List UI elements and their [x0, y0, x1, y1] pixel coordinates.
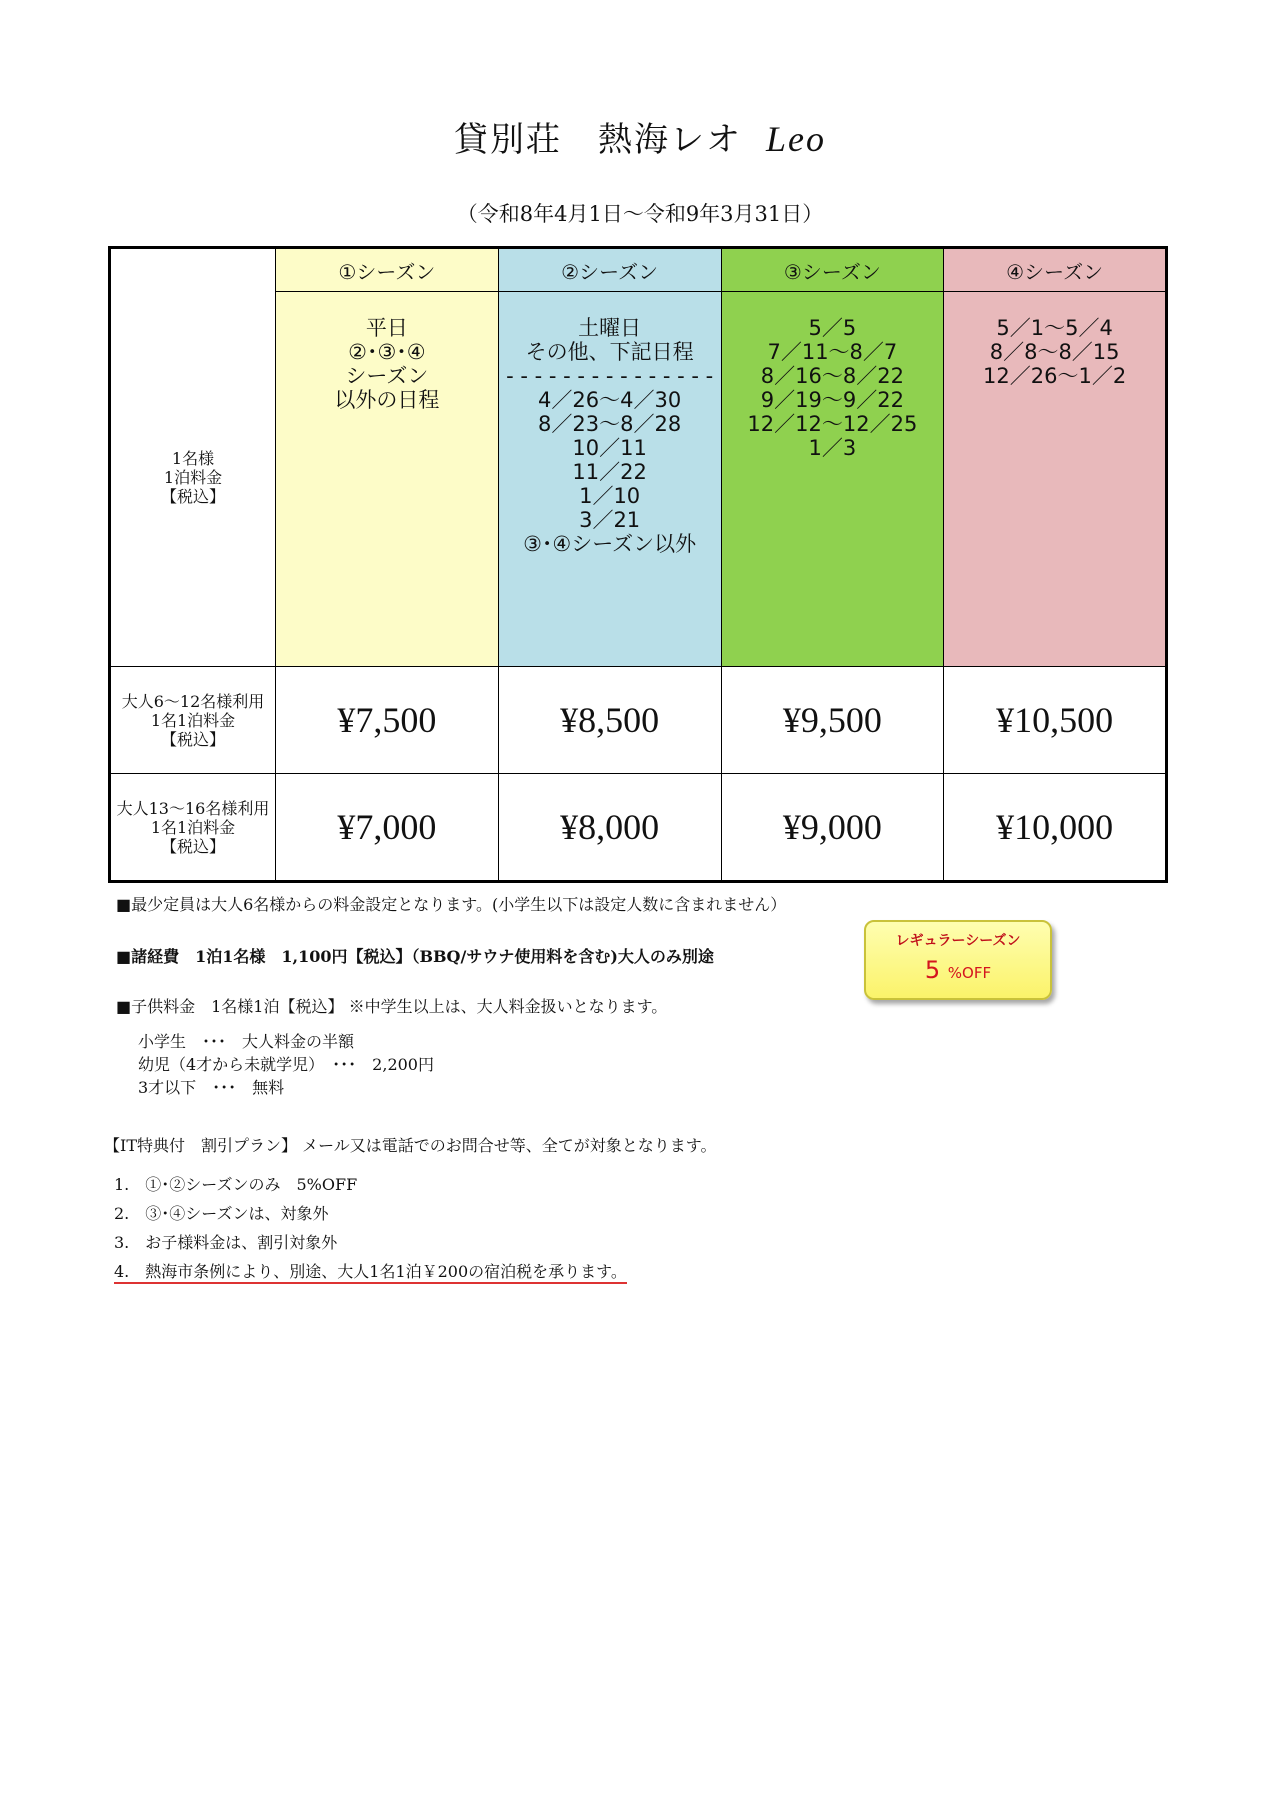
- row-label: 大人13～16名様利用 1名1泊料金 【税込】: [110, 774, 276, 882]
- badge-number: 5: [924, 956, 941, 984]
- child-price-list: [138, 1030, 434, 1099]
- row-label-per-person: 1名様 1泊料金 【税込】: [110, 248, 276, 667]
- badge-label: レギュラーシーズン: [895, 933, 1021, 949]
- price-cell: ¥9,000: [721, 774, 944, 882]
- season-header-4: ④シーズン: [944, 248, 1167, 292]
- price-cell: ¥8,000: [498, 774, 721, 882]
- page-title: [0, 112, 1280, 161]
- price-cell: ¥10,500: [944, 667, 1167, 774]
- validity-period: （令和8年4月1日～令和9年3月31日）: [456, 202, 824, 226]
- list-item: 小学生 ･･･ 大人料金の半額: [138, 1032, 355, 1051]
- table-row: [110, 667, 1167, 774]
- list-item: 3才以下 ･･･ 無料: [138, 1078, 285, 1097]
- note-child-heading: ■子供料金 1名様1泊【税込】 ※中学生以上は、大人料金扱いとなります。: [116, 997, 668, 1016]
- list-item: [114, 1257, 627, 1286]
- season-dates-2: 土曜日 その他、下記日程 - - - - - - - - - - - - - - - 4／26～4／30 8／23～8／28 10／11 11／22 1／10 3／21 ③･④シーズン以外: [498, 292, 721, 667]
- title-main: 貸別荘 熱海レオ: [454, 120, 742, 160]
- note-minimum: ■最少定員は大人6名様からの料金設定となります。(小学生以下は設定人数に含まれません）: [116, 895, 787, 914]
- season-dates-4: 5／1～5／4 8／8～8／15 12／26～1／2: [944, 292, 1167, 667]
- row-label: 大人6～12名様利用 1名1泊料金 【税込】: [110, 667, 276, 774]
- price-cell: ¥10,000: [944, 774, 1167, 882]
- season-header-2: ②シーズン: [498, 248, 721, 292]
- list-item: 1. ①･②シーズンのみ 5%OFF: [114, 1175, 358, 1194]
- price-cell: ¥9,500: [721, 667, 944, 774]
- season-dates-1: 平日 ②･③･④ シーズン 以外の日程: [276, 292, 499, 667]
- price-table: [108, 246, 1168, 883]
- season-header-1: ①シーズン: [276, 248, 499, 292]
- season-header-3: ③シーズン: [721, 248, 944, 292]
- title-brand: Leo: [766, 119, 826, 159]
- badge-unit: %OFF: [947, 964, 992, 982]
- table-row: [110, 774, 1167, 882]
- note-expenses: ■諸経費 1泊1名様 1,100円【税込】（BBQ/サウナ使用料を含む)大人のみ別途: [116, 947, 714, 966]
- season-dates-3: 5／5 7／11～8／7 8／16～8／22 9／19～9／22 12／12～12／25 1／3: [721, 292, 944, 667]
- it-plan-list: [114, 1170, 627, 1286]
- list-item: 幼児（4才から未就学児） ･･･ 2,200円: [138, 1055, 434, 1074]
- tax-note: 4. 熱海市条例により、別途、大人1名1泊￥200の宿泊税を承ります。: [114, 1262, 627, 1284]
- note-it-heading: 【IT特典付 割引プラン】 メール又は電話でのお問合せ等、全てが対象となります。: [104, 1136, 717, 1155]
- price-cell: ¥7,500: [276, 667, 499, 774]
- list-item: 2. ③･④シーズンは、対象外: [114, 1204, 329, 1223]
- price-cell: ¥7,000: [276, 774, 499, 882]
- discount-badge: [864, 920, 1052, 1000]
- badge-discount: [866, 956, 1050, 984]
- price-cell: ¥8,500: [498, 667, 721, 774]
- list-item: 3. お子様料金は、割引対象外: [114, 1233, 338, 1252]
